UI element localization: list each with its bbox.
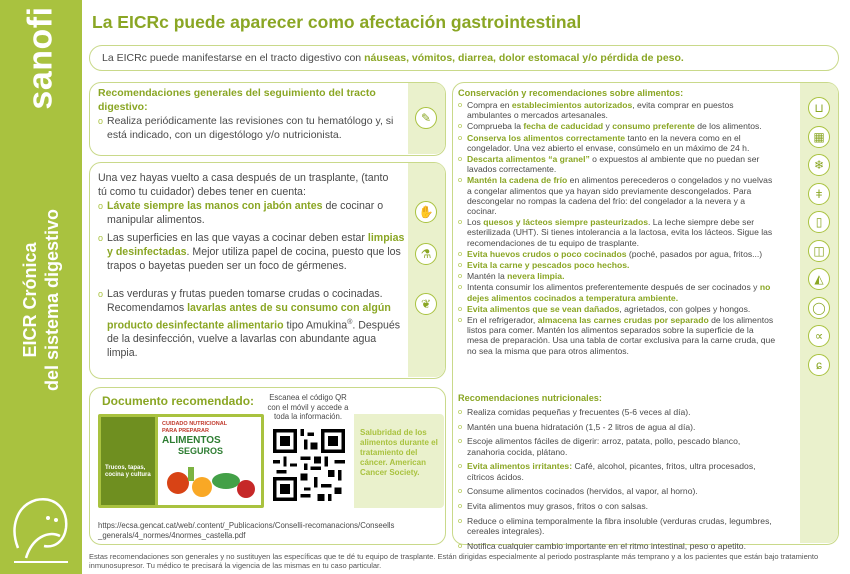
- fish-icon: ∝: [808, 325, 830, 347]
- document-heading: Documento recomendado:: [102, 394, 255, 408]
- qr-code[interactable]: [273, 429, 345, 501]
- item-text-segment: En el refrigerador,: [467, 315, 538, 326]
- food-conservation-item: [458, 271, 776, 281]
- food-conservation-item: [458, 315, 776, 356]
- nutrition-heading: Recomendaciones nutricionales:: [458, 393, 602, 403]
- nutrition-item: [458, 486, 776, 496]
- food-conservation-item: [458, 282, 776, 302]
- item-text-segment: o expuestos al ambiente que no puedan ser lavados correctamente.: [467, 154, 760, 175]
- general-recommendations-box: [89, 82, 446, 156]
- hygiene-item-handwash: [98, 200, 407, 228]
- item-text-segment: , evita comprar en puestos ambulantes o mercados artesanales.: [467, 100, 734, 121]
- hygiene-item2-a: Las superficies en las que vayas a cocinar deben estar: [107, 232, 368, 244]
- nutrition-item: [458, 407, 776, 417]
- item-text-segment: . La leche siempre debe ser esterilizada (UHT). Si tienes intolerancia a la lactosa, evita los lácteos. Sigue las recomendaciones de tu equipo de trasplante.: [467, 217, 773, 248]
- item-text-segment: de los alimentos listos para comer. Mantén los alimentos separados sobre la superficie de la mesa de preparación. Usa una tabla de cortar exclusiva para la carne cruda, que no sea la misma que para otros alimentos.: [467, 315, 776, 356]
- intro-text: La EICRc puede manifestarse en el tracto digestivo con: [102, 52, 365, 64]
- item-text-segment: almacena las carnes crudas por separado: [537, 315, 709, 326]
- hand-wash-icon: ✋: [415, 201, 437, 223]
- cover-right-panel: [158, 417, 261, 505]
- item-text-segment: Realiza comidas pequeñas y frecuentes (5-6 veces al día).: [467, 407, 691, 417]
- sanofi-logo: [6, 6, 76, 110]
- recommended-document-box: [89, 387, 446, 545]
- food-conservation-list: [458, 100, 776, 357]
- document-caption: Salubridad de los alimentos durante el tratamiento del cáncer. American Cancer Society.: [360, 428, 438, 477]
- food-conservation-item: [458, 249, 776, 259]
- item-text-segment: Evita huevos crudos o poco cocinados: [467, 248, 627, 259]
- cucumber-icon: ❦: [415, 293, 437, 315]
- cover-title3: ALIMENTOS: [162, 435, 221, 446]
- intro-banner: [89, 45, 839, 71]
- cover-side-text: Trucos, tapas, cocina y cultura: [105, 465, 151, 478]
- hygiene-item-surfaces: [98, 232, 407, 273]
- sidebar-title: [19, 209, 63, 391]
- item-text-segment: , agrietados, con golpes y hongos.: [619, 303, 751, 314]
- item-text-segment: Comprueba la: [467, 121, 524, 132]
- item-text-segment: Compra en: [467, 100, 512, 110]
- cover-title2: PARA PREPARAR: [162, 428, 209, 434]
- nutrition-item: [458, 422, 776, 432]
- nutrition-item: [458, 541, 776, 551]
- general-recommendations-item-text: Realiza periódicamente las revisiones con tu hematólogo y, si está indicado, con un digestólogo y/o nutricionista.: [107, 115, 394, 141]
- item-text-segment: Evita la carne y pescados poco hechos.: [467, 260, 630, 271]
- food-conservation-heading: Conservación y recomendaciones sobre alimentos:: [458, 88, 684, 98]
- food-conservation-item: [458, 304, 776, 314]
- cover-title1: CUIDADO NUTRICIONAL: [162, 421, 228, 427]
- page-title: La EICRc puede aparecer como afectación gastrointestinal: [92, 12, 582, 32]
- snowflake-icon: ❄: [808, 154, 830, 176]
- cover-title4: SEGUROS: [178, 446, 224, 456]
- nutrition-list: [458, 407, 776, 555]
- nutrition-item: [458, 516, 776, 536]
- thermometer-icon: ǂ: [808, 183, 830, 205]
- item-text-segment: Descarta alimentos “a granel”: [467, 154, 590, 165]
- general-recommendations-item: [98, 115, 407, 142]
- vegetables-illustration: [158, 459, 261, 505]
- hygiene-item3-a: Las verduras y frutas pueden tomarse crudas o cocinadas. Recomendamos: [107, 288, 383, 314]
- food-conservation-item: [458, 121, 776, 131]
- nutrition-item: [458, 461, 776, 481]
- cheese-icon: ◭: [808, 268, 830, 290]
- hygiene-item1-text: de cocinar o manipular alimentos.: [107, 200, 384, 226]
- document-url[interactable]: https://ecsa.gencat.cat/web/.content/_Publicacions/Conselli-recomanacions/Conseells_generals/4_normes/4normes_castella.pdf: [98, 521, 395, 540]
- hygiene-item2-b: . Mejor utiliza papel de cocina, puesto que los trapos o bayetas pueden ser un foco de gérmenes.: [107, 245, 401, 272]
- document-cover[interactable]: [98, 414, 264, 508]
- document-caption-panel: [354, 414, 444, 508]
- logo-text: sanofi: [21, 6, 60, 110]
- intro-highlight: náuseas, vómitos, diarrea, dolor estomacal y/o pérdida de peso.: [364, 52, 684, 64]
- box2-icon-column: [408, 163, 445, 377]
- fridge-icon: ▯: [808, 211, 830, 233]
- item-text-segment: Escoje alimentos fáciles de digerir: arroz, patata, pollo, pescado blanco, zanahoria cocida, plátano.: [467, 436, 741, 457]
- hygiene-item3-b: tipo Amukina: [283, 319, 348, 332]
- mascot-icon: [8, 488, 74, 566]
- item-text-segment: Café, alcohol, picantes, fritos, ultra procesados, cítricos ácidos.: [467, 461, 756, 482]
- hygiene-item-vegetables: [98, 288, 407, 361]
- calendar-icon: ▦: [808, 126, 830, 148]
- item-text-segment: fecha de caducidad: [523, 121, 604, 132]
- food-conservation-item: [458, 217, 776, 248]
- item-text-segment: Mantén la: [467, 271, 508, 282]
- general-recommendations-heading: Recomendaciones generales del seguimiento del tracto digestivo:: [98, 87, 376, 113]
- item-text-segment: Intenta consumir los alimentos preferentemente después de ser cocinados y: [467, 282, 760, 293]
- hygiene-item3-c: . Después de la desinfección, vuelve a lavarlas con abundante agua limpia.: [107, 319, 401, 359]
- item-text-segment: nevera limpia.: [507, 271, 565, 282]
- apple-icon: ɕ: [808, 354, 830, 376]
- box1-icon-column: [408, 83, 445, 154]
- hygiene-intro: Una vez hayas vuelto a casa después de un trasplante, (tanto tú como tu cuidador) debes tener en cuenta:: [98, 172, 389, 198]
- milk-icon: ◫: [808, 240, 830, 262]
- food-conservation-item: [458, 175, 776, 216]
- item-text-segment: (poché, pasados por agua, fritos...): [626, 248, 763, 259]
- hygiene-item1-highlight: Lávate siempre las manos con jabón antes: [107, 200, 323, 212]
- nutrition-item: [458, 501, 776, 511]
- hygiene-box: [89, 162, 446, 379]
- item-text-segment: de los alimentos.: [694, 121, 762, 132]
- sidebar-title-line1: EICR Crónica: [20, 242, 40, 358]
- food-recommendations-box: [452, 82, 839, 551]
- food-conservation-item: [458, 154, 776, 174]
- item-text-segment: Los: [467, 217, 484, 228]
- item-text-segment: establecimientos autorizados: [511, 100, 633, 110]
- sidebar-title-line2: del sistema digestivo: [42, 208, 62, 392]
- food-conservation-item: [458, 133, 776, 153]
- food-conservation-item: [458, 260, 776, 270]
- food-conservation-item: [458, 100, 776, 120]
- item-text-segment: no dejes alimentos cocinados a temperatura ambiente.: [467, 282, 771, 303]
- item-text-segment: y: [603, 121, 613, 132]
- item-text-segment: Evita alimentos muy grasos, fritos o con salsas.: [467, 500, 649, 511]
- item-text-segment: en alimentos perecederos o congelados y no vuelvas a congelar alimentos que ya hayan sido previamente descongelados. Para descongelar no rompas la cadena del frío: del congelador a la nevera y a cocinar.: [467, 175, 773, 217]
- item-text-segment: Mantén una buena hidratación (1,5 - 2 litros de agua al día).: [467, 421, 696, 432]
- sidebar: [0, 0, 82, 574]
- item-text-segment: Reduce o elimina temporalmente la fibra insoluble (verduras crudas, legumbres, cereales integrales).: [467, 515, 772, 536]
- disclaimer: Estas recomendaciones son generales y no sustituyen las específicas que te dé tu equipo de trasplante. Están dirigidas especialmente al periodo postrasplante más temprano y a los pacientes que están bajo tratamiento inmunosupresor. Tu médico te precisará la vigencia de las mismas en tu caso particular.: [89, 552, 819, 570]
- qr-instruction: Escanea el código QR con el móvil y accede a toda la información.: [267, 393, 349, 421]
- item-text-segment: Mantén la cadena de frío: [467, 175, 568, 186]
- item-text-segment: Evita alimentos irritantes:: [467, 461, 573, 472]
- item-text-segment: Notifica cualquier cambio importante en el ritmo intestinal, peso o apetito.: [467, 540, 746, 551]
- hygiene-item3-highlight: lavarlas antes de su consumo con algún producto desinfectante alimentario: [107, 301, 391, 332]
- clipboard-icon: ✎: [415, 107, 437, 129]
- right-icon-column: [800, 83, 838, 543]
- item-text-segment: tanto en la nevera como en el congelador. Una vez abierto el envase, consúmelo en un máximo de 24 h.: [467, 132, 750, 153]
- egg-icon: ◯: [808, 297, 830, 319]
- shopping-basket-icon: ⊔: [808, 97, 830, 119]
- item-text-segment: Evita alimentos que se vean dañados: [467, 303, 620, 314]
- nutrition-item: [458, 436, 776, 456]
- item-text-segment: Consume alimentos cocinados (hervidos, al vapor, al horno).: [467, 486, 698, 497]
- hygiene-item3-sup: ®: [347, 318, 353, 326]
- spray-icon: ⚗: [415, 243, 437, 265]
- cover-left-panel: [101, 417, 155, 505]
- item-text-segment: consumo preferente: [612, 121, 695, 132]
- item-text-segment: quesos y lácteos siempre pasteurizados: [483, 217, 649, 228]
- item-text-segment: Conserva los alimentos correctamente: [467, 132, 626, 143]
- hygiene-item2-highlight: limpias y desinfectadas: [107, 232, 405, 258]
